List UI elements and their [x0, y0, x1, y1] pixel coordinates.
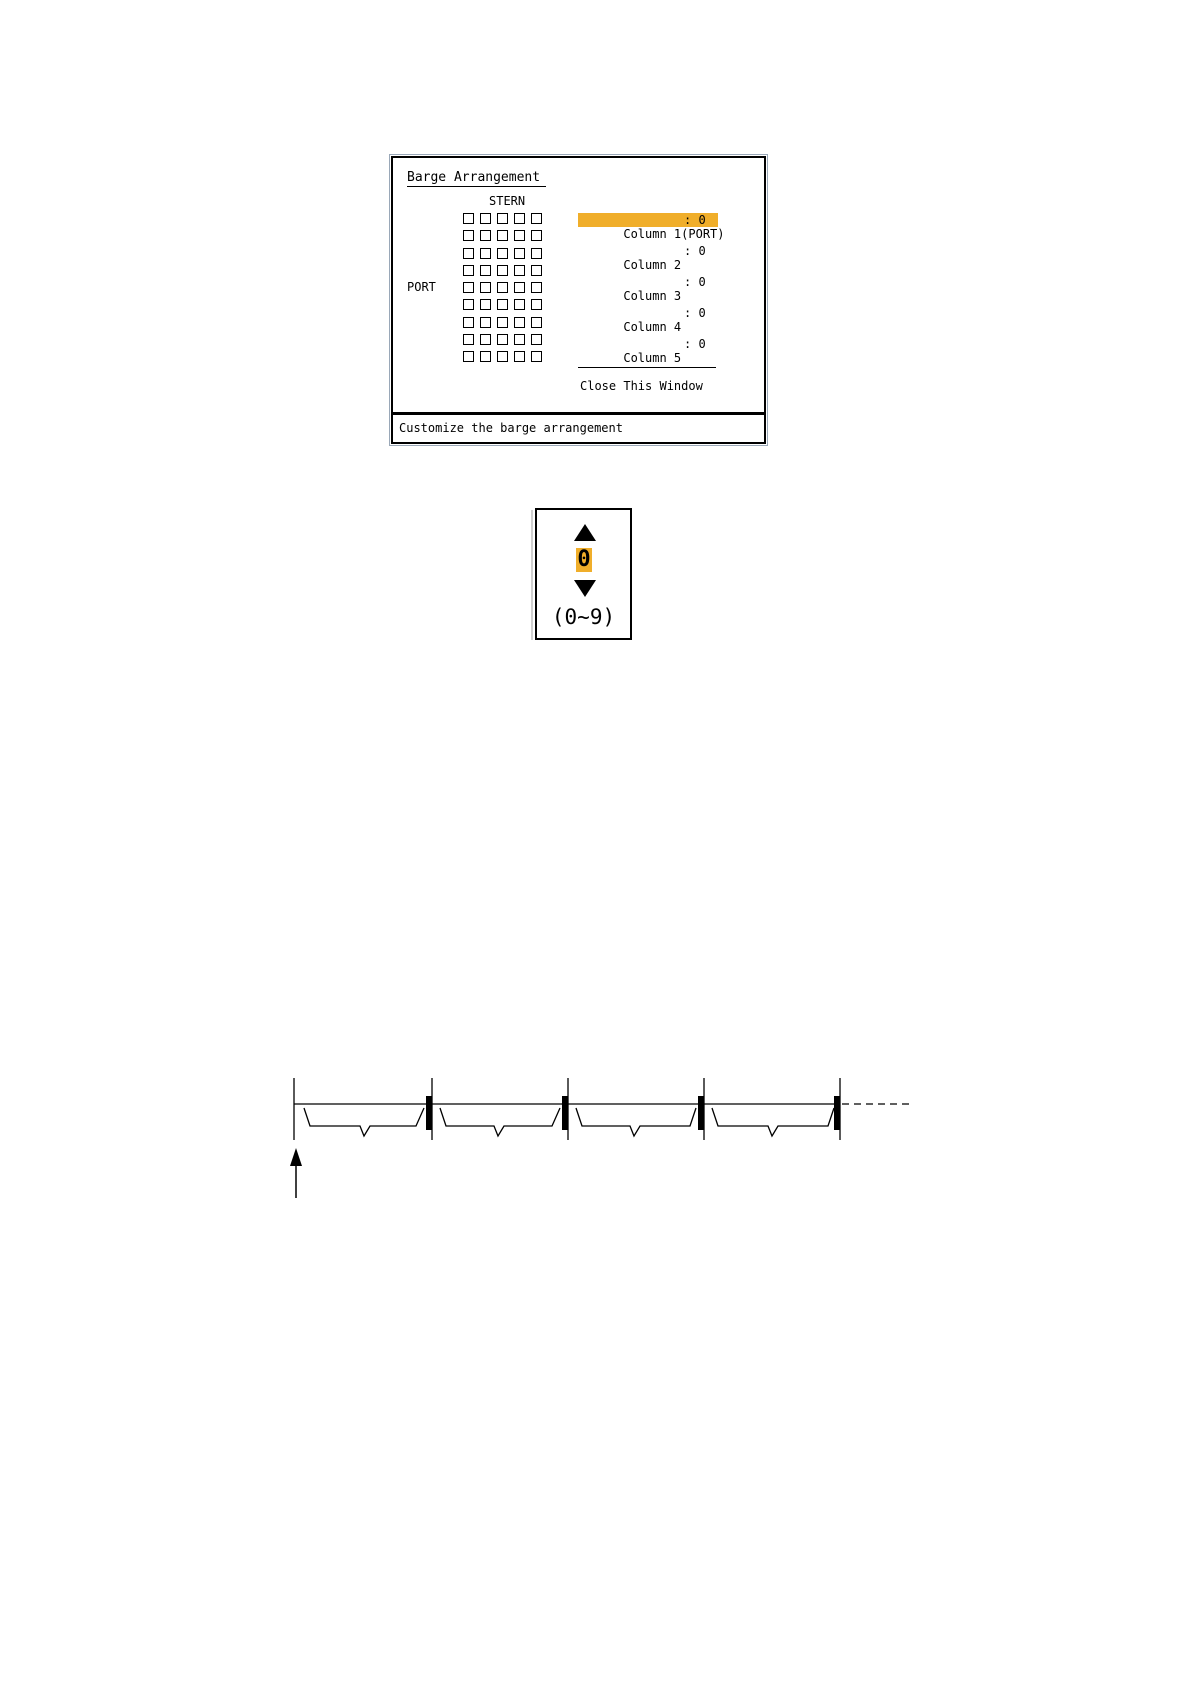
- barge-cell: [514, 230, 525, 241]
- menu-item-value: : 0: [684, 337, 706, 351]
- barge-cell: [531, 299, 542, 310]
- menu-item-value: : 0: [684, 213, 706, 227]
- menu-divider: [578, 367, 716, 368]
- value-spinner[interactable]: [535, 508, 632, 640]
- barge-cell: [463, 213, 474, 224]
- barge-cell: [463, 317, 474, 328]
- stern-label: STERN: [489, 194, 526, 208]
- barge-cell: [514, 317, 525, 328]
- window-title: Barge Arrangement: [407, 170, 546, 187]
- menu-item-column-2[interactable]: [578, 244, 718, 272]
- barge-cell: [497, 282, 508, 293]
- barge-4: [704, 1104, 836, 1136]
- barge-cell: [480, 282, 491, 293]
- barge-cell: [480, 265, 491, 276]
- barge-cell: [514, 265, 525, 276]
- barge-cell: [497, 317, 508, 328]
- barge-cell: [480, 213, 491, 224]
- barge-cell: [497, 299, 508, 310]
- down-arrow-icon[interactable]: [574, 580, 596, 597]
- barge-grid: [463, 213, 542, 362]
- coupling-2: [562, 1096, 568, 1130]
- barge-arrangement-window: [391, 156, 766, 444]
- menu-item-label: Column 1(PORT): [623, 227, 725, 241]
- menu-item-label: Column 3: [623, 289, 682, 303]
- menu-item-value: : 0: [684, 306, 706, 320]
- barge-2: [432, 1104, 564, 1136]
- menu-item-label: Column 2: [623, 258, 682, 272]
- barge-cell: [514, 213, 525, 224]
- up-arrow-icon[interactable]: [574, 524, 596, 541]
- spinner-value: 0: [577, 547, 591, 572]
- status-bar: Customize the barge arrangement: [393, 412, 764, 442]
- barge-cell: [514, 248, 525, 259]
- barge-cell: [480, 299, 491, 310]
- port-label: PORT: [407, 280, 436, 294]
- menu-item-column-4[interactable]: [578, 306, 718, 334]
- menu-item-column-5[interactable]: [578, 337, 718, 365]
- coupling-1: [426, 1096, 432, 1130]
- barge-cell: [463, 334, 474, 345]
- barge-cell: [531, 317, 542, 328]
- coupling-3: [698, 1096, 704, 1130]
- spinner-range: (0~9): [551, 605, 616, 629]
- menu-item-value: : 0: [684, 275, 706, 289]
- barge-cell: [531, 334, 542, 345]
- barge-cell: [463, 248, 474, 259]
- barge-cell: [514, 299, 525, 310]
- barge-cell: [497, 334, 508, 345]
- barge-cell: [531, 248, 542, 259]
- close-window-button[interactable]: Close This Window: [580, 379, 703, 393]
- barge-cell: [463, 282, 474, 293]
- barge-cell: [463, 265, 474, 276]
- barge-cell: [514, 351, 525, 362]
- barge-cell: [514, 334, 525, 345]
- barge-cell: [480, 334, 491, 345]
- barge-cell: [480, 317, 491, 328]
- coupling-4: [834, 1096, 840, 1130]
- barge-cell: [531, 213, 542, 224]
- barge-cell: [514, 282, 525, 293]
- barge-cell: [463, 299, 474, 310]
- barge-cell: [531, 282, 542, 293]
- barge-cell: [480, 351, 491, 362]
- direction-arrow-icon: [290, 1148, 302, 1198]
- barge-cell: [497, 351, 508, 362]
- spinner-left-edge: [531, 510, 533, 640]
- barge-cell: [531, 230, 542, 241]
- barge-cell: [497, 265, 508, 276]
- barge-cell: [480, 248, 491, 259]
- barge-cell: [531, 265, 542, 276]
- menu-item-value: : 0: [684, 244, 706, 258]
- barge-cell: [531, 351, 542, 362]
- menu-item-label: Column 5: [623, 351, 682, 365]
- menu-item-label: Column 4: [623, 320, 682, 334]
- barge-cell: [497, 230, 508, 241]
- barge-tow-diagram: [280, 1070, 920, 1200]
- barge-cell: [480, 230, 491, 241]
- barge-cell: [463, 351, 474, 362]
- barge-3: [568, 1104, 700, 1136]
- barge-cell: [497, 248, 508, 259]
- barge-cell: [463, 230, 474, 241]
- menu-item-column-3[interactable]: [578, 275, 718, 303]
- menu-item-column-1[interactable]: [578, 213, 725, 241]
- barge-1: [294, 1104, 428, 1136]
- barge-cell: [497, 213, 508, 224]
